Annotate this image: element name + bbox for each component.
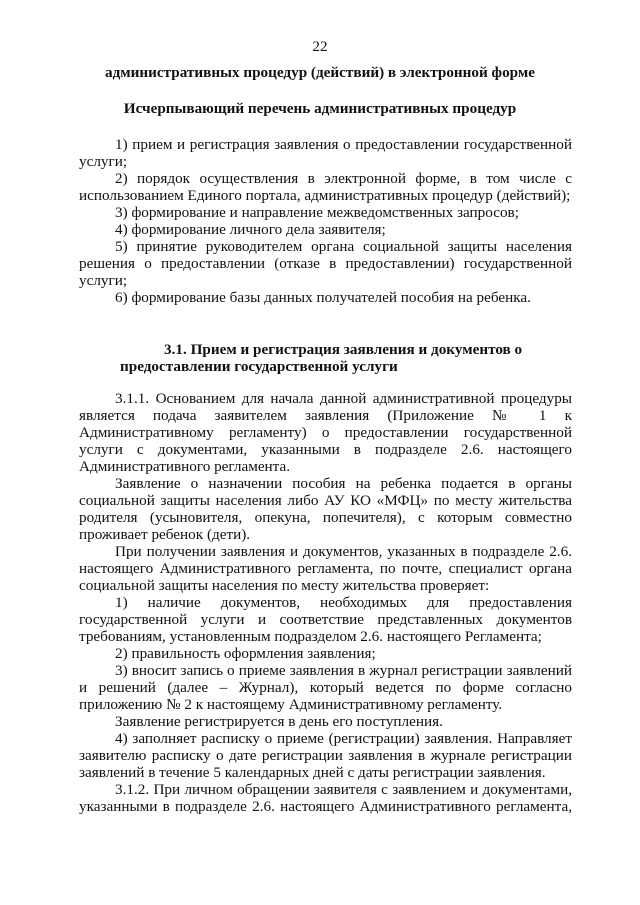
procedure-list — [79, 136, 572, 306]
paragraph: 1) наличие документов, необходимых для предоставления государственной услуги и соответствие представленных документов требованиям, установленным подразделом 2.6. настоящего Регламента; — [79, 594, 572, 645]
paragraph: Заявление о назначении пособия на ребенка подается в органы социальной защиты населения либо АУ КО «МФЦ» по месту жительства родителя (усыновителя, опекуна, попечителя), с которым совместно проживает ребенок (дети). — [79, 475, 572, 543]
procedure-item: 5) принятие руководителем органа социальной защиты населения решения о предоставлении (отказе в предоставлении) государственной услуги; — [79, 238, 572, 289]
procedure-item: 4) формирование личного дела заявителя; — [115, 221, 386, 238]
heading-top: административных процедур (действий) в электронной форме — [105, 64, 535, 81]
section-body — [79, 390, 572, 815]
paragraph: 3) вносит запись о приеме заявления в журнал регистрации заявлений и решений (далее – Журнал), который ведется по форме согласно приложению № 2 к настоящему Административному регламенту. — [79, 662, 572, 713]
procedure-item: 2) порядок осуществления в электронной форме, в том числе с использованием Единого портала, административных процедур (действий); — [79, 170, 572, 204]
paragraph: При получении заявления и документов, указанных в подразделе 2.6. настоящего Административного регламента, по почте, специалист органа социальной защиты населения по месту жительства проверяет: — [79, 543, 572, 594]
procedure-item: 1) прием и регистрация заявления о предоставлении государственной услуги; — [79, 136, 572, 170]
heading-procedure-list: Исчерпывающий перечень административных процедур — [123, 100, 517, 117]
paragraph: 3.1.2. При личном обращении заявителя с заявлением и документами, указанными в подразделе 2.6. настоящего Административного регламента, — [79, 781, 572, 815]
procedure-item: 6) формирование базы данных получателей пособия на ребенка. — [115, 289, 531, 306]
paragraph: 2) правильность оформления заявления; — [115, 645, 376, 662]
page-number: 22 — [312, 38, 328, 55]
paragraph: 3.1.1. Основанием для начала данной административной процедуры является подача заявителем заявления (Приложение № 1 к Административному регламенту) о предоставлении государственной услуги с документами, указанными в подразделе 2.6. настоящего Административного регламента. — [79, 390, 572, 475]
paragraph: 4) заполняет расписку о приеме (регистрации) заявления. Направляет заявителю расписку о дате регистрации заявления в журнале регистрации заявлений в течение 5 календарных дней с даты регистрации заявления. — [79, 730, 572, 781]
section-title-line: предоставлении государственной услуги — [120, 358, 398, 375]
procedure-item: 3) формирование и направление межведомственных запросов; — [115, 204, 519, 221]
section-title — [120, 341, 550, 375]
paragraph: Заявление регистрируется в день его поступления. — [115, 713, 443, 730]
section-title-line: 3.1. Прием и регистрация заявления и документов о — [164, 341, 523, 358]
